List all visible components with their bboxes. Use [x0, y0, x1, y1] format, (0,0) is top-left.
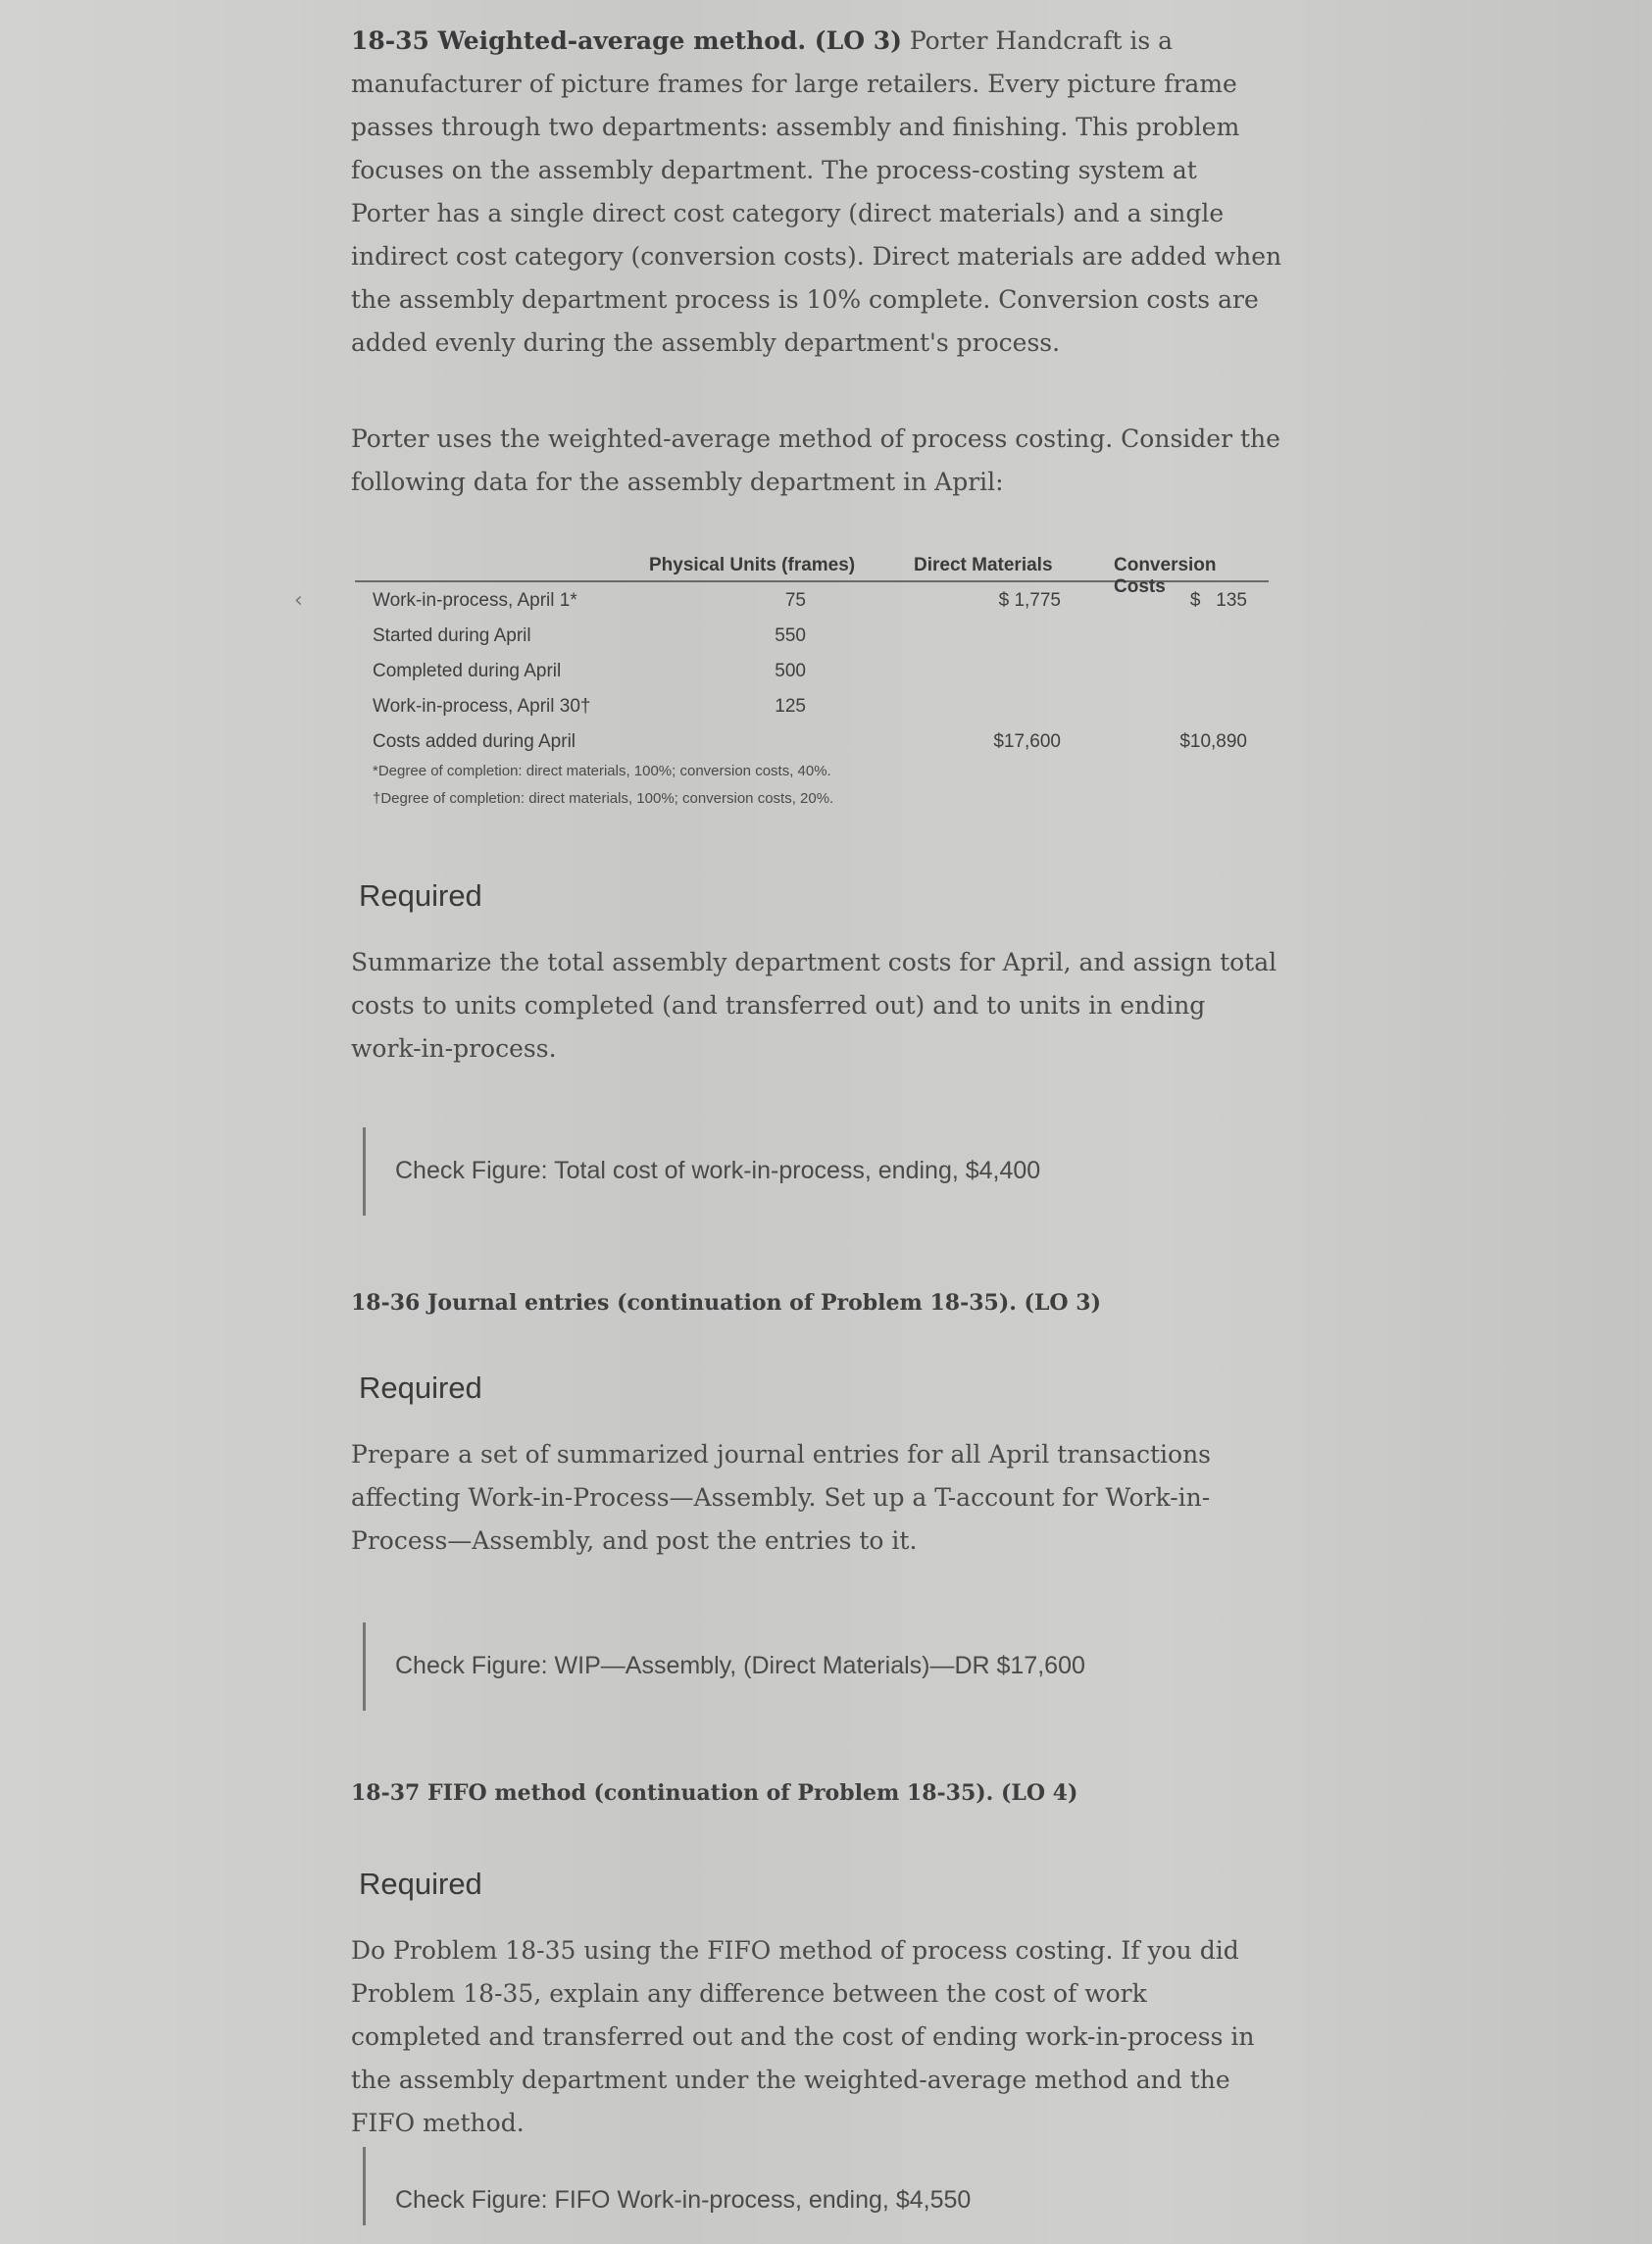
table-footnote	[355, 786, 1269, 814]
row-label: Started during April	[373, 625, 531, 646]
row-label: Costs added during April	[373, 731, 576, 752]
check-figure-37	[363, 2147, 972, 2225]
check-figure-text: Check Figure: WIP—Assembly, (Direct Materials)—DR $17,600	[395, 1652, 1085, 1679]
table-row	[355, 723, 1269, 759]
row-units: 550	[775, 625, 806, 646]
required-36-text: Prepare a set of summarized journal entries for all April transactions affecting Work-in-Process—Assembly. Set up a T-account for Work-in-Process—Assembly, and post the entries to it.	[351, 1440, 1212, 1555]
problem-35-method-text: Porter uses the weighted-average method of process costing. Consider the following data for the assembly department in April:	[351, 424, 1280, 496]
required-heading: Required	[359, 1867, 482, 1901]
table-header	[355, 549, 1269, 597]
row-units: 125	[775, 696, 806, 717]
row-label: Work-in-process, April 1*	[373, 590, 577, 611]
required-heading: Required	[359, 878, 482, 913]
check-figure-36	[363, 1622, 1085, 1711]
table-row	[355, 582, 1269, 618]
footnote-text: *Degree of completion: direct materials, 100%; conversion costs, 40%.	[373, 763, 831, 779]
row-direct-materials: $17,600	[993, 731, 1061, 752]
data-table	[355, 549, 1269, 814]
table-row	[355, 688, 1269, 723]
row-conversion-costs: $ 135	[1189, 590, 1247, 611]
left-arrow-icon: ‹	[294, 588, 303, 613]
required-heading: Required	[359, 1371, 482, 1405]
header-physical-units: Physical Units (frames)	[649, 555, 856, 575]
problem-35-text: Porter Handcraft is a manufacturer of picture frames for large retailers. Every picture frame passes through two departments: assembly and finishing. This problem focuses on the assembly department. The process-costing system at Porter has a single direct cost category (direct materials) and a single indirect cost category (conversion costs). Direct materials are added when the assembly department process is 10% complete. Conversion costs are added evenly during the assembly department's process.	[351, 26, 1282, 357]
required-37-text: Do Problem 18-35 using the FIFO method of process costing. If you did Problem 18-35, explain any difference between the cost of work completed and transferred out and the cost of ending work-in-process in the assembly department under the weighted-average method and the FIFO method.	[351, 1936, 1255, 2137]
row-units: 500	[775, 661, 806, 681]
row-conversion-costs: $10,890	[1179, 731, 1247, 752]
row-units: 75	[784, 590, 806, 611]
row-direct-materials: $ 1,775	[998, 590, 1061, 611]
problem-36-title: 18-36 Journal entries (continuation of Problem 18-35). (LO 3)	[351, 1290, 1101, 1316]
check-figure-text: Check Figure: Total cost of work-in-process, ending, $4,400	[395, 1157, 1041, 1184]
footnote-text: †Degree of completion: direct materials, 100%; conversion costs, 20%.	[373, 790, 834, 807]
problem-35-title: 18-35 Weighted-average method. (LO 3)	[351, 26, 902, 55]
check-figure-text: Check Figure: FIFO Work-in-process, ending, $4,550	[395, 2186, 972, 2214]
header-direct-materials: Direct Materials	[914, 555, 1053, 575]
table-row	[355, 618, 1269, 653]
problem-35-intro	[351, 20, 1282, 365]
problem-37-title: 18-37 FIFO method (continuation of Problem 18-35). (LO 4)	[351, 1780, 1078, 1806]
table-footnote	[355, 759, 1269, 786]
row-label: Work-in-process, April 30†	[373, 696, 591, 717]
table-row	[355, 653, 1269, 688]
check-figure-35	[363, 1127, 1041, 1216]
required-35-text: Summarize the total assembly department costs for April, and assign total costs to units completed (and transferred out) and to units in ending work-in-process.	[351, 948, 1277, 1063]
row-label: Completed during April	[373, 661, 562, 681]
header-conversion-costs: Conversion Costs	[1114, 555, 1217, 597]
